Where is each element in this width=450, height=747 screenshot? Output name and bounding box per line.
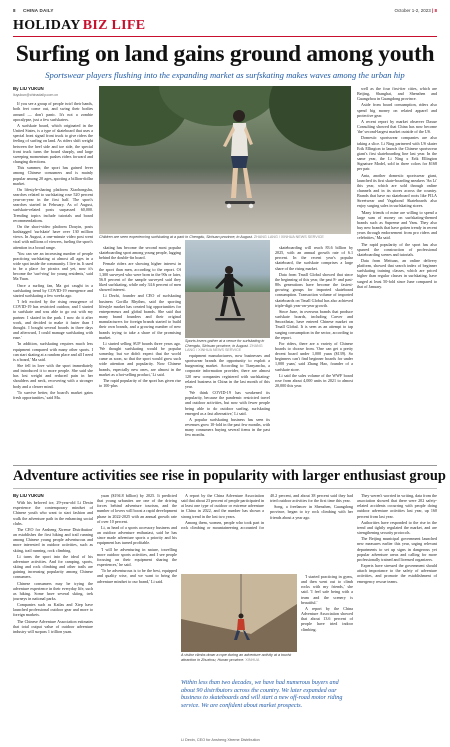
paragraph: skating has become the second most popular skateboarding sport among young people, lagging behind the double-fin board. <box>99 245 181 261</box>
paragraph: Chinese consumers may be trying the adventure experience in their everyday life, such as hiking. Some have several skiing, trek journeys in national parks. <box>13 580 93 601</box>
paragraph: The Chinese Adventure Association estimates that total output value of outdoor adventure industry will surpass 1 trillion yuan. <box>13 618 93 634</box>
story2-column-4 <box>301 574 353 674</box>
paragraph: Since June, in overseas brands that produce surfskate boards, including Carver and Smoothstar, have entered Chinese market on Tmall Global. It is seen as an attempt to tap surging consumption in the sector, according to the report. <box>275 308 353 340</box>
paragraph: 'In addition, surfskating requires much less equipment compared with many other sports. I can start skating at a random place and all I need is a board,' Ma said. <box>13 341 93 362</box>
adventure-photo-caption <box>181 653 297 662</box>
paragraph: The rapid popularity of the sport has given rise to 100-plus <box>99 377 181 389</box>
byline-2: By LIU YUKUN <box>13 493 44 498</box>
story1-column-5 <box>275 245 353 461</box>
caption-text: A visitor climbs down a rope during an adventure activity at a tourist attraction in Zhuzhou, Hunan province. <box>181 653 292 662</box>
paragraph: Li turns the sport into the ideal of his adventure activities. And for camping, sports, skiing and rock climbing and other trails are gaining increasing popularity among Chinese consumers. <box>13 553 93 580</box>
page-header <box>13 6 437 16</box>
paragraph: Li started selling SUP boards three years ago. 'We thought surfskating would be popular someday, but we didn't expect that the world came as soon, so that the sport would grow such wide attention and popularity. Now Chinese brands, especially new ones, are almost in the market as a hot-selling product,' Li said. <box>99 340 181 377</box>
paragraph: Anta, another domestic sportswear giant, launched its first skate-boarding sneakers 'An Li' this year, which are sold through online channels and in its stores across the country. Brands that have no skateboard roots like FILA Streetwear and Vagabond Skateboards also enjoy surging sales in surfskating stores. <box>357 172 437 209</box>
headline-2-rule <box>13 488 437 489</box>
paragraph: She fell in love with the sport immediately and introduced it to more people. She said she has lost weight and reduced pain in her shoulders and neck, recovering with a stronger body and a clearer mind. <box>13 362 93 389</box>
byline-email: liuyukun@chinadaily.com.cn <box>13 93 59 98</box>
issue-date <box>394 8 437 13</box>
main-photo-caption <box>99 235 351 240</box>
paragraph: Female riders are showing higher interest in the sport than men, according to the report. Of 1,300 surveyed who were born in the 90s or later, 56.8 percent of the sample surveyed said they liked surfskating, while only 34.6 percent of men showed interest. <box>99 261 181 293</box>
subheadline: Sportswear players flushing into the expanding market as surfskating makes waves among the urban hip <box>45 70 405 80</box>
paragraph: well as the four first-tier cities, which are Beijing, Shanghai, and Shenzhen and Guangzhou in Guangdong province. <box>357 86 437 102</box>
byline: By LIU YUKUN <box>13 86 44 91</box>
caption-text: Sports lovers gather at a venue for surfskating in Chengdu, Sichuan province, in August. <box>185 339 265 348</box>
paragraph: With his beloved ice, 29-year-old Li Dexin experience the contemporary mindset of Chinese youth who want to start fashion and walk the adventure path in the enhancing social clubs. <box>13 500 93 526</box>
paragraph: Companies such as Kailas and Xtep have launched professional outdoor gear and more to foreign markets. <box>13 602 93 618</box>
issue-page-marker: | 8 <box>431 8 437 13</box>
climber-illustration <box>181 574 297 652</box>
story2-column-3 <box>181 493 353 571</box>
paragraph: Once a surfing fan, Ma got caught in a surfskating trend by COVID-19 emergence and started surfskating a few weeks ago. <box>13 282 93 298</box>
paragraph: A surfskate board, which originated in the United States, is a type of skateboard that uses a special front signal front truck to give riders the feeling of surfing on land. As riders shift weight between the heel side and toe side, the special front truck turns the board sharply, and large sweeping momentum pushes riders forward and changing directions. <box>13 122 93 165</box>
paragraph: Experts have stressed the government should attach importance to the safety of adventure activities, and promote the establishment of emergency rescue teams. <box>357 563 437 584</box>
paragraph: A recent report by market observer Daxue Consulting showed that China has now become 'the' second-largest market outside of the US. <box>357 118 437 135</box>
headline-2: Adventure activities see rise in popularity with larger enthusiast group <box>13 468 446 484</box>
paragraph: They weren't worried in writing, data from the association showed that there were 202 safety-related accidents occurring with people doing outdoor adventure activities last year, up 160 percent from last year. <box>357 493 437 519</box>
story1-column-3 <box>99 245 181 461</box>
paragraph: Li said the sales volume of the WWF board rose from about 4,000 units in 2021 to almost 20,000 this year. <box>275 372 353 389</box>
story2-column-2 <box>97 493 177 743</box>
paragraph: 'I felt excited by the rising resurgence of COVID-19 has restricted outdoor, and I started to surfskate and was able to go out with my partner. I skated in the park. I now do it after work, and decided to make it faster than I thought. I bought several boards in three days and afterward, I could manage surfskating with ease.' <box>13 299 93 341</box>
paragraph: A popular surfskating business has seen its revenues grow 10-fold in the past few months, with many consumers buying several items in the past few months. <box>185 416 270 438</box>
section-divider <box>13 465 437 466</box>
paragraph: For riders, there are a variety of Chinese boards to choose from. 'One can get a pretty decent board under 1,000 yuan ($139). So beginners can't find beginner boards for under 1,000 yuan,' said Zhang Hao, founder of a surfskate store. <box>275 340 353 372</box>
paragraph: 'I started practicing in gyms, and then went out to climb rocks with my friends,' she said. 'I feel safe being with a team and the scenery is beautiful.' <box>301 574 353 605</box>
paragraph: Data from Tmall Global showed that since the beginning of this year, the past 8- and past-80s generations have become the fastest-growing groups for imported skateboard consumption. Transaction volume of imported skateboards on Tmall Global has also achieved triple-digit year-on-year growth. <box>275 271 353 308</box>
paragraph: Li, as head of a sports accessory business and an outdoor adventure enthusiast, said he has since made adventure sports a priority and his equipment has turned profitable. <box>97 524 177 546</box>
photo-credit: ZHANG LANG / XINHUA NEWS SERVICE <box>253 235 324 239</box>
paragraph: The rapid popularity of the sport has also spurred the construction of professional skateboarding scenes and tutorials. <box>357 241 437 257</box>
headline: Surfing on land gains ground among youth <box>15 41 435 67</box>
paragraph: Among them, women, people who took part in rock climbing or mountaineering accounted for 40.2 percent, and about 38 percent said they had tried outdoor activities for the first time this year. <box>181 493 353 530</box>
paragraph: yuan ($194.8 billion) by 2025. It predicted that young urbanites are one of the driving forces behind adventure tourism, and the number of lovers will boost a rapid development phase in 2022-2025 with an annual growth rate of over 10 percent. <box>97 493 177 524</box>
paragraph: Song, a freelancer in Shenzhen, Guangdong province, began to try rock climbing with her friends about a year ago. <box>270 504 353 520</box>
paragraph: The CEO for Ansheng Xtreme Distribution' an establishes the first hiking and trail running among Chinese young people adventurous and more interested in outdoor activities, such as skiing, trail running, rock climbing. <box>13 526 93 553</box>
story1-column-4 <box>185 353 270 461</box>
section-title <box>13 18 145 34</box>
story1-column-6 <box>357 86 437 461</box>
story2-column-1 <box>13 493 93 743</box>
photo-credit: ZHANG LANG / XINHUA NEWS SERVICE <box>185 343 263 353</box>
paragraph: If you see a group of people twirl their hands, both feet come out, and swing their bodies around — don't panic. It's not a zombie apocalypse, just a few surfskaters. <box>13 101 93 122</box>
paragraph: This summer, the sport has gained fever among Chinese consumers and is mainly popular among 20 ages, sporting a billion-dollar market. <box>13 165 93 186</box>
skater-figure <box>219 106 255 211</box>
paragraph: On lifestyle-sharing platform Xiaohongshu, searches related to surfskating rose 520 percent year-on-year in the first half. The sport's searches started in February. As of August, surfskate-related posts surpassed 60,000. Trending topics include tutorials and board recommendations. <box>13 186 93 223</box>
paragraph: Authorities have responded to the rise in the trend and tightly regulated the market, and are strengthening security protocols. <box>357 519 437 536</box>
paragraph: Aside from board consumption, riders also spend big money on related apparel and protective gear. <box>357 102 437 118</box>
paragraph: equipment manufacturers, now businesses and sportswear brands the opportunity to exploit a burgeoning market. According to Tianyancha, a corporate information provider, there are almost 120 new companies registered with surfskating-related business in China in the last month of this year. <box>185 353 270 389</box>
main-photo <box>99 86 351 234</box>
caption-text: Children are seen experiencing surfskating at a park in Chengdu, Sichuan province, in August. <box>99 235 253 239</box>
pull-quote-attribution: Li Dexin, CEO for Ansheng Xtreme Distribution <box>181 738 260 742</box>
section-title-part-a: HOLIDAY <box>13 18 81 33</box>
skater-silhouette <box>185 240 270 338</box>
paragraph: Data from Meituan, an online delivery platform, showed that search index of beginner surfskating training classes, which are priced higher than regular classes in surfskating, have surged at least 50-fold since June compared to that of January. <box>357 258 437 289</box>
secondary-photo <box>185 240 270 338</box>
paragraph: A report by the China Adventure Association showed that about 13.6 percent of people have tried indoor climbing. <box>301 605 353 632</box>
section-title-part-b: BIZ LIFE <box>82 18 146 33</box>
paragraph: 'To be adventurous is to be the best, equipped and quality wise, and we want to bring the adventure mindset to our brand,' Li said. <box>97 568 177 584</box>
issue-date-text: October 1-2, 2023 <box>394 8 431 13</box>
paragraph: Li Dezhi, founder and CEO of surfskating business Gorilla Rhythm, said the sporting lifestyle market has created big opportunities for entrepreneurs and global brands. She said that many brand founders and their original manufacturers for foreign brands started to build their own brands, and a growing number of new brands trying to take a share of the promising market. <box>99 293 181 340</box>
pull-quote: Within less than two decades, we have had numerous buyers and about 90 distributors across the country. We later expanded our business to skateboards and will start a new off-road motor riding service. We are confident about market prospects. <box>181 680 343 709</box>
paragraph: 'You can see an increasing number of people practicing surfskating at almost all ages in a wide spot inside the community. I live in. It used to be a place for picnics and yet, now it's become the 'surf-ring' for young residents,' said Ma Yuan. <box>13 250 93 282</box>
paragraph: 'To survive better, the board's market gains fresh opportunities,' said Ma. <box>13 389 93 400</box>
photo-credit: XINHUA <box>245 657 260 662</box>
secondary-photo-caption <box>185 339 270 353</box>
newspaper-name: CHINA DAILY <box>23 8 54 13</box>
paragraph: Domestic sportswear companies are also taking a slice. Li Ning partnered with US skater Erik Ellington to launch the Chinese sportswear giant's first skateboarding line last year. In the same year, the Li Ning x Erik Ellington Signature Model, sold in three colors for $168 per pair. <box>357 135 437 172</box>
paragraph: 'I will be adventuring in nature, travelling more outdoor sports activities, and I see people focusing on their equipment sharing the experiences,' he said. <box>97 546 177 568</box>
paragraph: 'Many friends of mine are willing to spend a large sum of money on surfskating-themed brands such as Supreme and Vans. They also buy new brands that have gotten trendy in recent years through endorsement from pro riders and celebrities,' Ma said. <box>357 209 437 241</box>
story1-column-1 <box>13 86 93 461</box>
page-number: 8 <box>13 8 16 13</box>
paragraph: 'We think COVID-19 has weakened its popularity, because the pandemic restricted travel and outdoor activities, but now with fewer people being able to do outdoor surfing, surfskating emerged as a fast alternative,' Li said. <box>185 390 270 416</box>
paragraph: A report by the China Adventure Association said that about 23 percent of people participated in at least one type of outdoor or extreme adventure in China in 2022, and the number has shown a strong trend in the last two years. <box>181 493 264 519</box>
paragraph: skateboarding will reach 83.6 billion by 2025, with an annual growth rate of 6.1 percent. In the recent year's popular skateboard, the surfskate comprises a large share of the rising market. <box>275 245 353 271</box>
top-divider <box>13 36 437 37</box>
story2-column-5 <box>357 493 437 743</box>
paragraph: The Beijing municipal government launched new measures earlier this year, urging relevant departments to set up signs in dangerous yet popular adventure areas and calling for more professionally trained and licensed organizers. <box>357 536 437 562</box>
paragraph: On the short-video platform Douyin, posts hashtagged 'surfskate' have over 130 million views. In August, a one-minute video post went viral with millions of viewers, fueling the sport's attention in a broad range. <box>13 223 93 250</box>
adventure-photo <box>181 574 297 652</box>
